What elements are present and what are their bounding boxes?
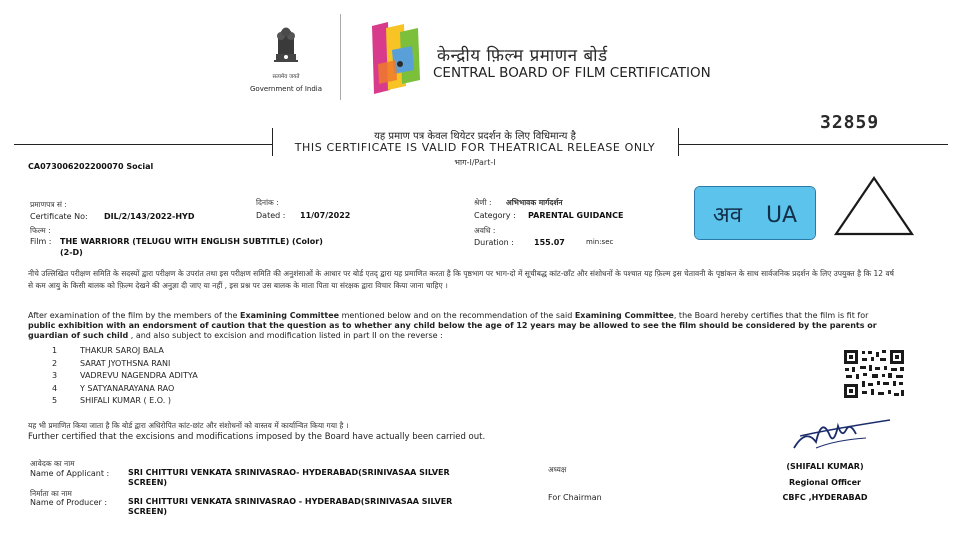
dated-label: Dated :: [256, 211, 286, 220]
category-label: Category :: [474, 211, 516, 220]
board-name-hindi: केन्द्रीय फ़िल्म प्रमाणन बोर्ड: [437, 46, 608, 66]
further-certified: Further certified that the excisions and modifications imposed by the Board have actually been carried out.: [28, 432, 486, 442]
committee-member-name: Y SATYANARAYANA RAO: [80, 383, 175, 393]
signatory-title: Regional Officer: [788, 478, 861, 487]
dated-label-hindi: दिनांक :: [256, 198, 279, 207]
committee-member: [52, 346, 198, 359]
rating-label-en: UA: [765, 203, 798, 228]
committee-member: [52, 371, 198, 384]
certificate-number: DIL/2/143/2022-HYD: [104, 212, 195, 221]
duration-label-hindi: अवधि :: [474, 226, 496, 235]
committee-member: [52, 384, 198, 397]
signatory-office: CBFC ,HYDERABAD: [782, 493, 868, 502]
further-certified-hindi: यह भी प्रमाणित किया जाता है कि बोर्ड द्वारा अधिरोपित कांट-छांट और संशोधनों को वास्तव में कार्यान्वित किया गया है ।: [28, 421, 349, 430]
applicant-name-line-2: SCREEN): [128, 478, 168, 487]
validity-note-hindi: यह प्रमाण पत्र केवल थियेटर प्रदर्शन के लिए विधिमान्य है: [374, 131, 576, 142]
certification-text-bold-2: Examining Committee: [574, 311, 674, 320]
committee-list: [52, 346, 198, 409]
rating-badge: [694, 186, 816, 240]
certification-text-hindi: नीचे उल्लिखित परीक्षण समिति के सदस्यों द्वारा परीक्षण के उपरांत तथा इस परीक्षण समिति की अनुशंसाओं के आधार पर बोर्ड एतद् द्वारा यह प्रमाणित करता है कि पृष्ठभाग पर भाग-दो में सूचीबद्ध कांट-छाँट और संशोधनों के पश्चात यह फ़िल्म इस चेतावनी के पृष्ठांकन के साथ सार्वजनिक प्रदर्शन के लिए उपयुक्त है कि 12 वर्ष से कम आयु के किसी बालक को फ़िल्म देखने की अनुज्ञा दी जाए या नहीं , इस प्रश्न पर उस बालक के माता पिता या संरक्षक द्वारा विचार किया जाना चाहिए ।: [28, 269, 894, 290]
validity-note: THIS CERTIFICATE IS VALID FOR THEATRICAL RELEASE ONLY: [294, 141, 656, 154]
committee-member-number: 5: [52, 396, 58, 405]
signatory-name: (SHIFALI KUMAR): [786, 462, 864, 471]
committee-member-name: SHIFALI KUMAR ( E.O. ): [80, 396, 171, 405]
validity-rule-left: [14, 144, 272, 145]
certification-text-part-4: , and also subject to excision and modification listed in part II on the reverse :: [128, 331, 443, 340]
rating-label-hindi: अव: [712, 203, 742, 228]
film-title: THE WARRIORR (TELUGU WITH ENGLISH SUBTITLE) (Color): [60, 237, 323, 246]
duration-unit: min:sec: [586, 238, 614, 246]
film-label-hindi: फिल्म :: [30, 226, 51, 235]
certificate-number-label-hindi: प्रमाणपत्र सं :: [30, 200, 67, 209]
lion-capital-icon: [262, 22, 310, 72]
committee-member: [52, 359, 198, 372]
committee-member-number: 1: [52, 346, 58, 355]
producer-label: Name of Producer :: [30, 498, 108, 507]
certification-text-bold-1: Examining Committee: [240, 311, 340, 320]
certificate-number-label: Certificate No:: [30, 212, 88, 221]
committee-member-number: 4: [52, 383, 58, 393]
dated-value: 11/07/2022: [300, 211, 351, 220]
emblem-caption-hindi: सत्यमेव जयते: [272, 74, 300, 80]
govt-emblem: [262, 22, 310, 72]
producer-name: SRI CHITTURI VENKATA SRINIVASRAO - HYDERABAD(SRINIVASAA SILVER: [128, 497, 453, 506]
rating-triangle-icon: [832, 174, 916, 238]
certification-text-part-3: , the Board hereby certifies that the film is fit for: [673, 311, 869, 320]
validity-bracket-right: [678, 128, 679, 156]
committee-member: [52, 396, 198, 409]
emblem-caption: Government of India: [250, 85, 323, 93]
certification-text-part-1: After examination of the film by the members of the: [28, 311, 241, 320]
cbfc-logo: [368, 20, 426, 98]
category-value: PARENTAL GUIDANCE: [528, 211, 624, 220]
for-chairman-label: For Chairman: [548, 493, 602, 502]
validity-rule-right: [678, 144, 948, 145]
duration-label: Duration :: [474, 238, 514, 247]
category-label-hindi: श्रेणी :: [474, 198, 492, 207]
header-divider: [340, 14, 341, 100]
applicant-name: SRI CHITTURI VENKATA SRINIVASRAO- HYDERABAD(SRINIVASAA SILVER: [128, 468, 450, 477]
committee-member-name: THAKUR SAROJ BALA: [80, 346, 164, 355]
certification-text-part-2: mentioned below and on the recommendation of the said: [339, 311, 575, 320]
committee-member-number: 2: [52, 358, 58, 368]
rating-label: [695, 199, 815, 229]
producer-label-hindi: निर्माता का नाम: [30, 489, 72, 498]
qr-code-icon: [842, 348, 906, 400]
chairman-label-hindi: अध्यक्ष: [548, 465, 567, 474]
signature-icon: [786, 408, 898, 456]
part-label: भाग-I/Part-I: [454, 158, 496, 167]
film-label: Film :: [30, 237, 52, 246]
board-name: [433, 65, 711, 81]
duration-value: 155.07: [534, 238, 565, 247]
certificate-serial-number: 32859: [820, 112, 880, 133]
committee-member-number: 3: [52, 371, 58, 380]
cbfc-film-strip-icon: [368, 20, 426, 98]
film-format: (2-D): [60, 248, 83, 257]
applicant-label: Name of Applicant :: [30, 469, 110, 478]
board-name-text: CENTRAL BOARD OF FILM CERTIFICATION: [433, 65, 711, 81]
category-value-hindi: अभिभावक मार्गदर्शन: [506, 198, 563, 207]
reference-code: CA073006202200070 Social: [28, 162, 154, 171]
certification-text-bold-3: public exhibition with an endorsment of caution that the question as to whether any child below the age of 12 years may be allowed to see the film should be considered by the parents or guardian of such child: [28, 321, 877, 340]
committee-member-name: SARAT JYOTHSNA RANI: [80, 358, 171, 368]
producer-name-line-2: SCREEN): [128, 507, 168, 516]
committee-member-name: VADREVU NAGENDRA ADITYA: [80, 371, 198, 380]
certification-text: [28, 311, 894, 341]
applicant-label-hindi: आवेदक का नाम: [30, 459, 75, 468]
